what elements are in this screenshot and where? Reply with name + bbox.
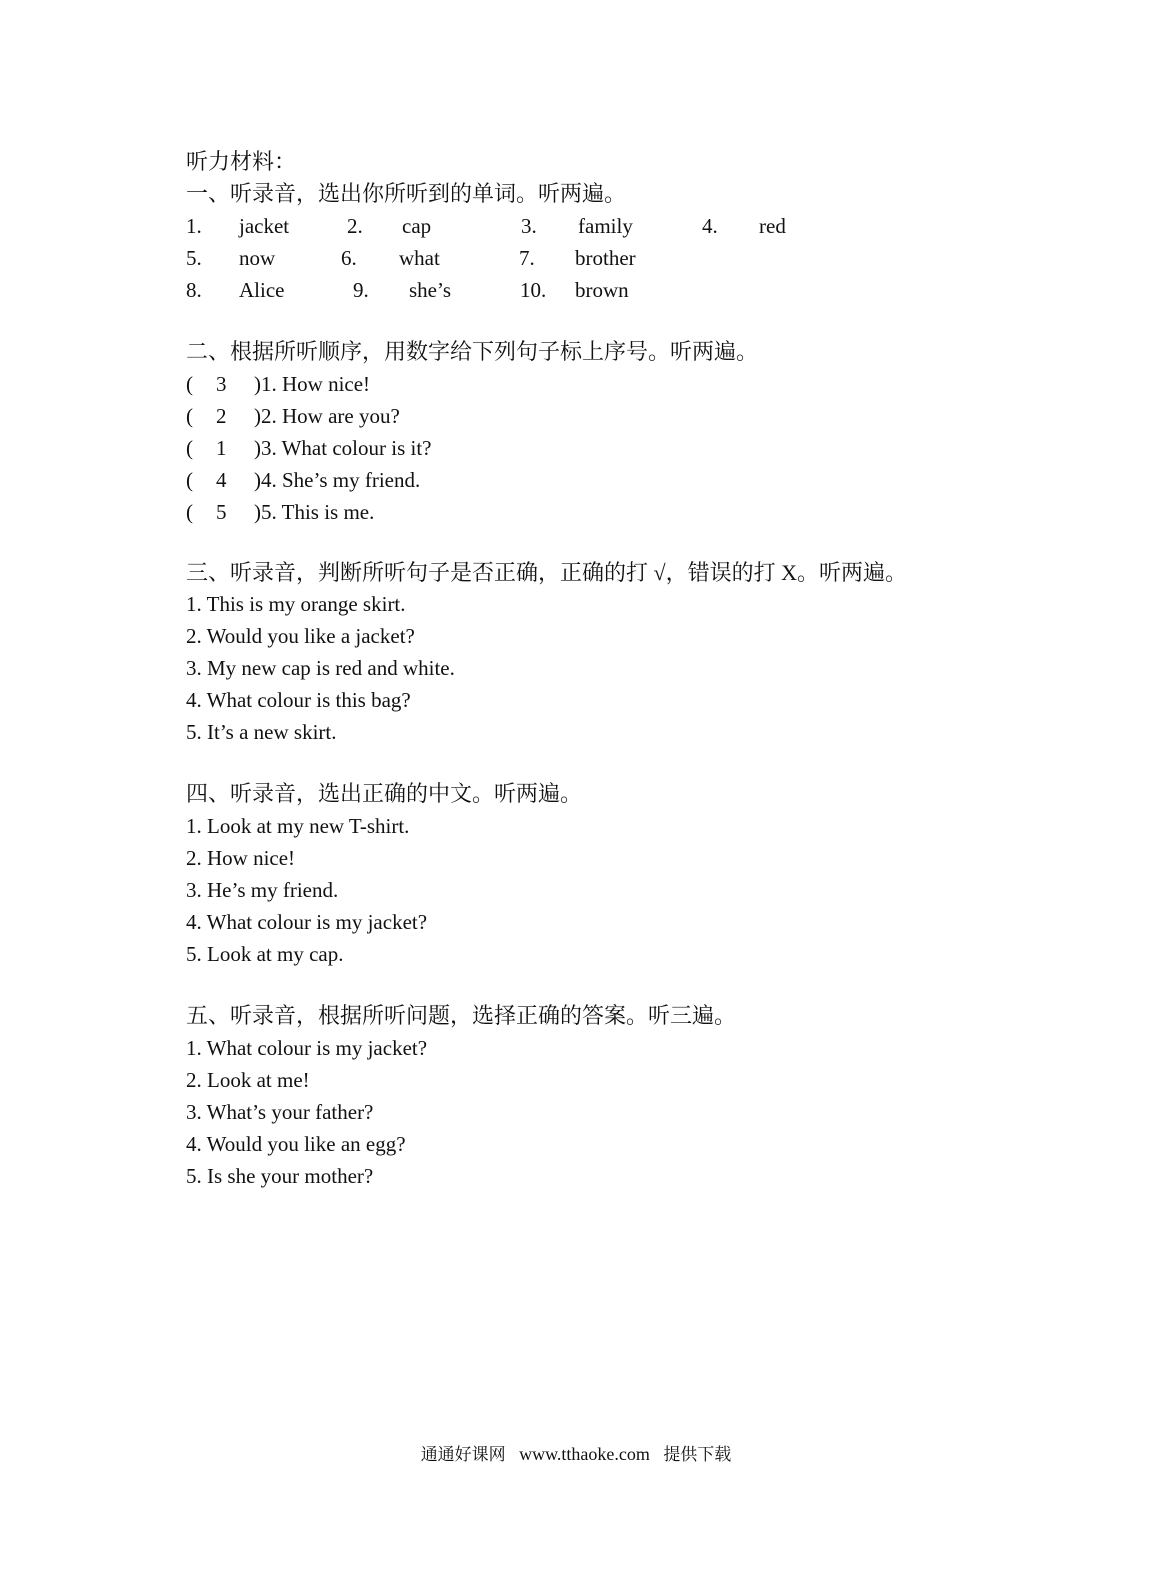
footer-note: 提供下载: [663, 1445, 732, 1465]
footer-site-name: 通通好课网: [420, 1445, 506, 1465]
answer-number: 3: [216, 372, 227, 396]
word-row: [186, 274, 966, 306]
word: cap: [402, 214, 432, 238]
word-row: [186, 210, 966, 242]
sentence-item: 1. What colour is my jacket?: [186, 1036, 428, 1060]
sentence-text: )2. How are you?: [254, 404, 400, 428]
word: brother: [575, 246, 636, 270]
word: she’s: [409, 278, 451, 302]
sentence-item: 5. It’s a new skirt.: [186, 720, 337, 744]
page-footer: [0, 1440, 1152, 1465]
section5-heading: 五、听录音，根据所听问题，选择正确的答案。听三遍。: [186, 1003, 737, 1028]
sentence-text: )4. She’s my friend.: [254, 468, 421, 492]
item-number: 3.: [521, 214, 537, 238]
ordered-sentence: [186, 368, 966, 400]
word: jacket: [239, 214, 290, 238]
paren-open: (: [186, 436, 193, 460]
sentence-item: 5. Look at my cap.: [186, 942, 344, 966]
sentence-item: 4. Would you like an egg?: [186, 1132, 406, 1156]
answer-number: 2: [216, 404, 227, 428]
sentence-item: 3. What’s your father?: [186, 1100, 374, 1124]
sentence-text: )3. What colour is it?: [254, 436, 432, 460]
item-number: 7.: [519, 246, 535, 270]
paren-open: (: [186, 404, 193, 428]
section3-heading: 三、听录音，判断所听句子是否正确，正确的打 √，错误的打 X。听两遍。: [186, 560, 907, 585]
item-number: 5.: [186, 246, 202, 270]
footer-url[interactable]: www.tthaoke.com: [519, 1444, 650, 1464]
paren-open: (: [186, 500, 193, 524]
word-row: [186, 242, 966, 274]
word: Alice: [239, 278, 285, 302]
document-page: [186, 146, 966, 1192]
word: now: [239, 246, 276, 270]
item-number: 4.: [702, 214, 718, 238]
answer-number: 4: [216, 468, 227, 492]
paren-open: (: [186, 468, 193, 492]
answer-number: 5: [216, 500, 227, 524]
sentence-item: 4. What colour is my jacket?: [186, 910, 428, 934]
sentence-text: )5. This is me.: [254, 500, 375, 524]
sentence-item: 1. This is my orange skirt.: [186, 592, 406, 616]
sentence-item: 1. Look at my new T-shirt.: [186, 814, 410, 838]
paren-open: (: [186, 372, 193, 396]
word: what: [399, 246, 440, 270]
answer-number: 1: [216, 436, 227, 460]
word: family: [578, 214, 633, 238]
item-number: 1.: [186, 214, 202, 238]
item-number: 6.: [341, 246, 357, 270]
sentence-item: 2. Look at me!: [186, 1068, 310, 1092]
sentence-item: 3. My new cap is red and white.: [186, 656, 455, 680]
sentence-text: )1. How nice!: [254, 372, 371, 396]
item-number: 9.: [353, 278, 369, 302]
ordered-sentence: [186, 432, 966, 464]
sentence-item: 3. He’s my friend.: [186, 878, 339, 902]
ordered-sentence: [186, 496, 966, 528]
word: red: [759, 214, 786, 238]
section2-heading: 二、根据所听顺序，用数字给下列句子标上序号。听两遍。: [186, 339, 759, 364]
item-number: 10.: [520, 278, 547, 302]
section1-heading: 一、听录音，选出你所听到的单词。听两遍。: [186, 181, 627, 206]
ordered-sentence: [186, 464, 966, 496]
item-number: 2.: [347, 214, 363, 238]
item-number: 8.: [186, 278, 202, 302]
sentence-item: 4. What colour is this bag?: [186, 688, 411, 712]
sentence-item: 5. Is she your mother?: [186, 1164, 374, 1188]
word: brown: [575, 278, 629, 302]
section4-heading: 四、听录音，选出正确的中文。听两遍。: [186, 781, 583, 806]
ordered-sentence: [186, 400, 966, 432]
sentence-item: 2. Would you like a jacket?: [186, 624, 415, 648]
sentence-item: 2. How nice!: [186, 846, 296, 870]
document-title: 听力材料：: [186, 149, 297, 174]
